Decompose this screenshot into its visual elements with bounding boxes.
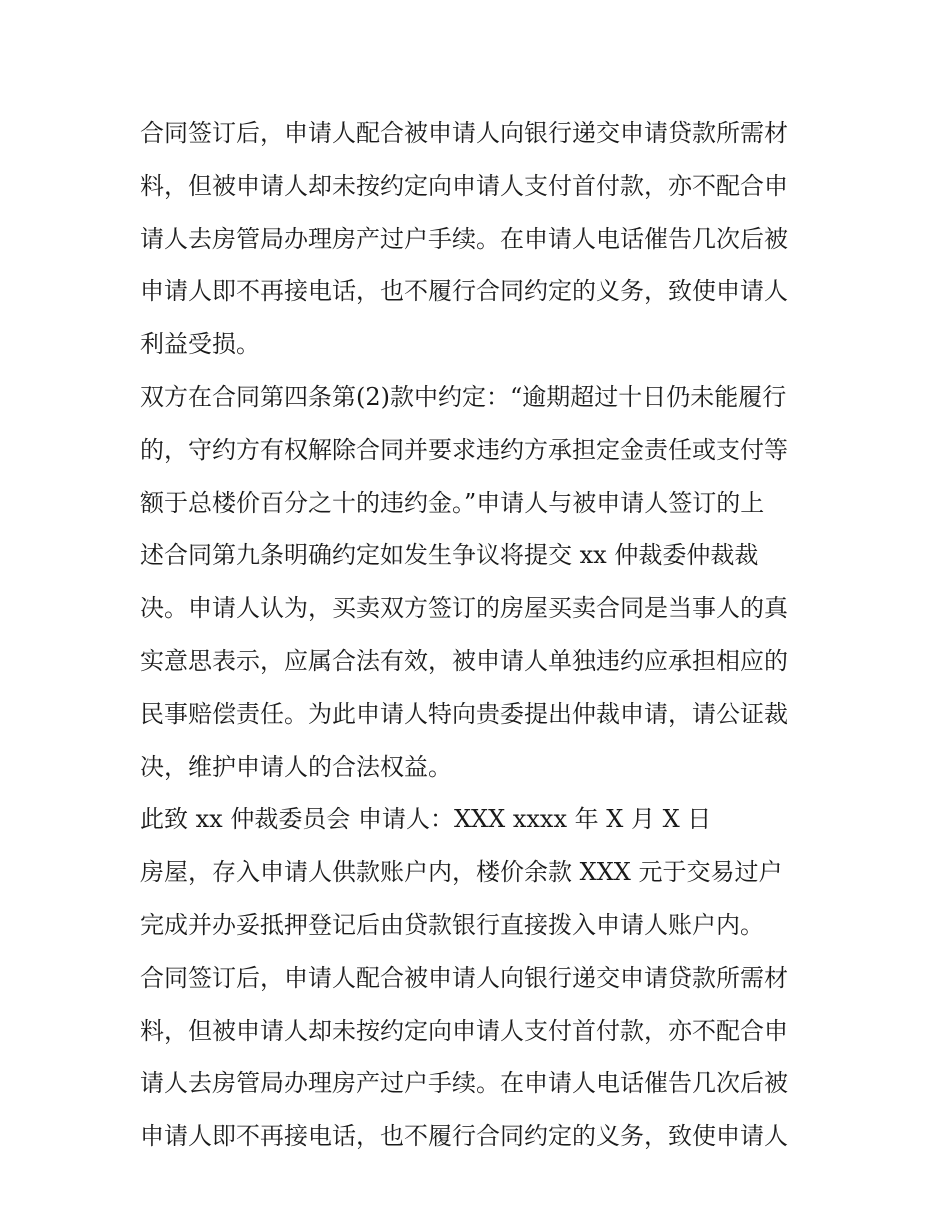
text-line: 实意思表示，应属合法有效，被申请人单独违约应承担相应的 [140,646,788,675]
text-line: 合同签订后，申请人配合被申请人向银行递交申请贷款所需材 [140,119,788,147]
text-line: 决。申请人认为，买卖双方签订的房屋买卖合同是当事人的真 [140,594,788,623]
text-line: 料，但被申请人却未按约定向申请人支付首付款，亦不配合申 [140,1016,788,1045]
text-line: 完成并办妥抵押登记后由贷款银行直接拨入申请人账户内。 [140,910,764,939]
text-line: 请人去房管局办理房产过户手续。在申请人电话催告几次后被 [140,1069,788,1098]
text-line: 的，守约方有权解除合同并要求违约方承担定金责任或支付等 [140,435,788,464]
text-line: 申请人即不再接电话，也不履行合同约定的义务，致使申请人 [140,277,788,306]
text-line: 民事赔偿责任。为此申请人特向贵委提出仲裁申请，请公证裁 [140,699,788,728]
text-line: 利益受损。 [140,330,260,359]
signature-line: 此致 xx 仲裁委员会 申请人：XXX xxxx 年 X 月 X 日 [140,805,712,834]
text-line: 房屋，存入申请人供款账户内，楼价余款 XXX 元于交易过户 [140,858,783,887]
text-line: 额于总楼价百分之十的违约金。”申请人与被申请人签订的上 [140,488,765,517]
text-line: 决，维护申请人的合法权益。 [140,752,452,781]
text-line: 合同签订后，申请人配合被申请人向银行递交申请贷款所需材 [140,963,788,992]
document-body [140,107,820,1163]
text-line: 请人去房管局办理房产过户手续。在申请人电话催告几次后被 [140,224,788,253]
text-line: 述合同第九条明确约定如发生争议将提交 xx 仲裁委仲裁裁 [140,541,759,570]
text-line: 料，但被申请人却未按约定向申请人支付首付款，亦不配合申 [140,171,788,200]
text-line: 申请人即不再接电话，也不履行合同约定的义务，致使申请人 [140,1122,788,1151]
text-line: 双方在合同第四条第(2)款中约定：“逾期超过十日仍未能履行 [140,382,787,411]
